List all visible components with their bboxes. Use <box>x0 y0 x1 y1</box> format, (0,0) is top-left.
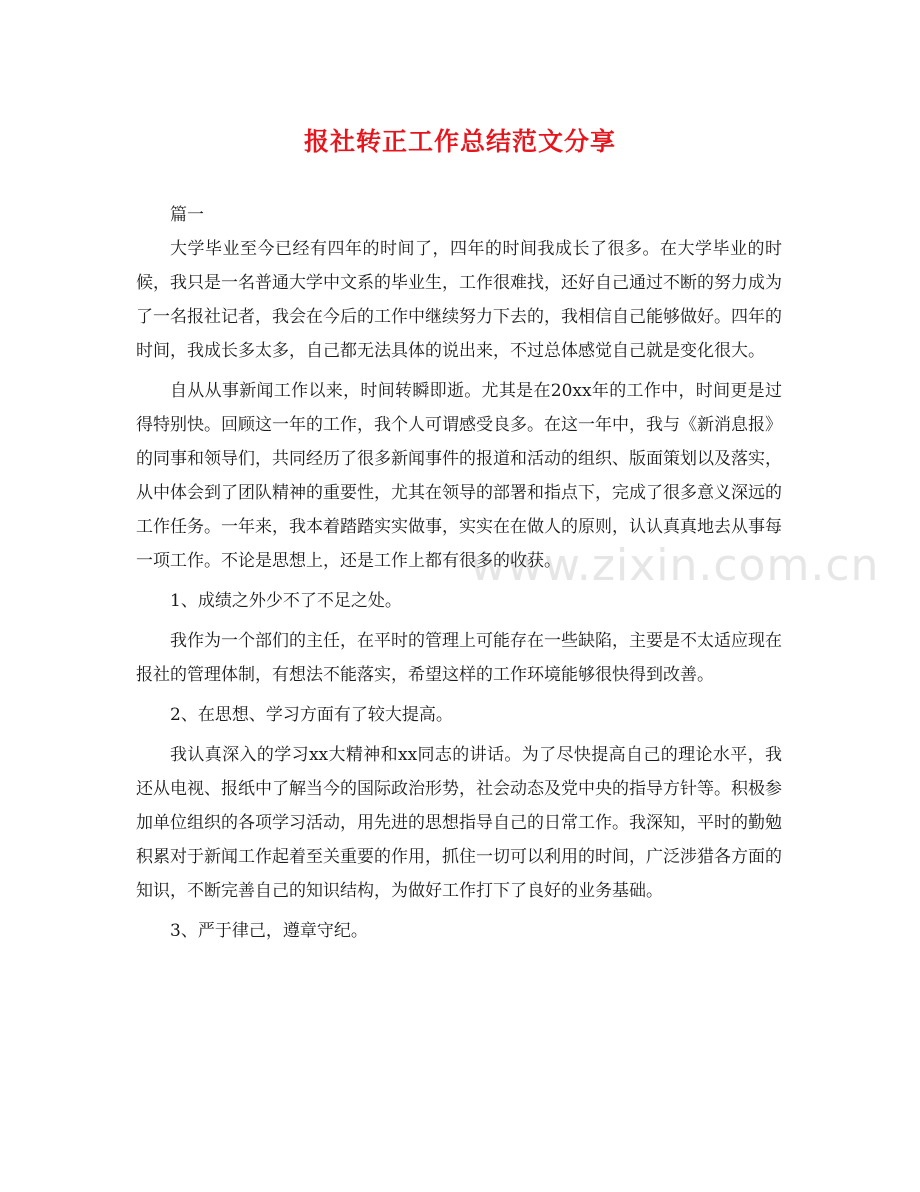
subheading: 3、严于律己，遵章守纪。 <box>170 921 368 941</box>
subheading: 2、在思想、学习方面有了较大提高。 <box>170 705 453 725</box>
paragraph: 我作为一个部们的主任，在平时的管理上可能存在一些缺陷，主要是不太适应现在报社的管理体制，有想法不能落实，希望这样的工作环境能够很快得到改善。 <box>136 631 782 685</box>
section-label: 篇一 <box>170 205 204 225</box>
subheading: 1、成绩之外少不了不足之处。 <box>170 591 402 611</box>
paragraph: 大学毕业至今已经有四年的时间了，四年的时间我成长了很多。在大学毕业的时候，我只是一名普通大学中文系的毕业生，工作很难找，还好自己通过不断的努力成为了一名报社记者，我会在今后的工作中继续努力下去的，我相信自己能够做好。四年的时间，我成长多太多，自己都无法具体的说出来，不过总体感觉自己就是变化很大。 <box>136 239 782 361</box>
paragraph: 自从从事新闻工作以来，时间转瞬即逝。尤其是在20xx年的工作中，时间更是过得特别快。回顾这一年的工作，我个人可谓感受良多。在这一年中，我与《新消息报》的同事和领导们，共同经历了很多新闻事件的报道和活动的组织、版面策划以及落实，从中体会到了团队精神的重要性，尤其在领导的部署和指点下，完成了很多意义深远的工作任务。一年来，我本着踏踏实实做事，实实在在做人的原则，认认真真地去从事每一项工作。不论是思想上，还是工作上都有很多的收获。 <box>136 381 782 571</box>
watermark: www.zixin.com.cn <box>470 540 880 591</box>
paragraph: 我认真深入的学习xx大精神和xx同志的讲话。为了尽快提高自己的理论水平，我还从电视、报纸中了解当今的国际政治形势，社会动态及党中央的指导方针等。积极参加单位组织的各项学习活动，用先进的思想指导自己的日常工作。我深知，平时的勤勉积累对于新闻工作起着至关重要的作用，抓住一切可以利用的时间，广泛涉猎各方面的知识，不断完善自己的知识结构，为做好工作打下了良好的业务基础。 <box>136 745 782 901</box>
page-title: 报社转正工作总结范文分享 <box>303 127 616 156</box>
document-body <box>136 198 782 948</box>
